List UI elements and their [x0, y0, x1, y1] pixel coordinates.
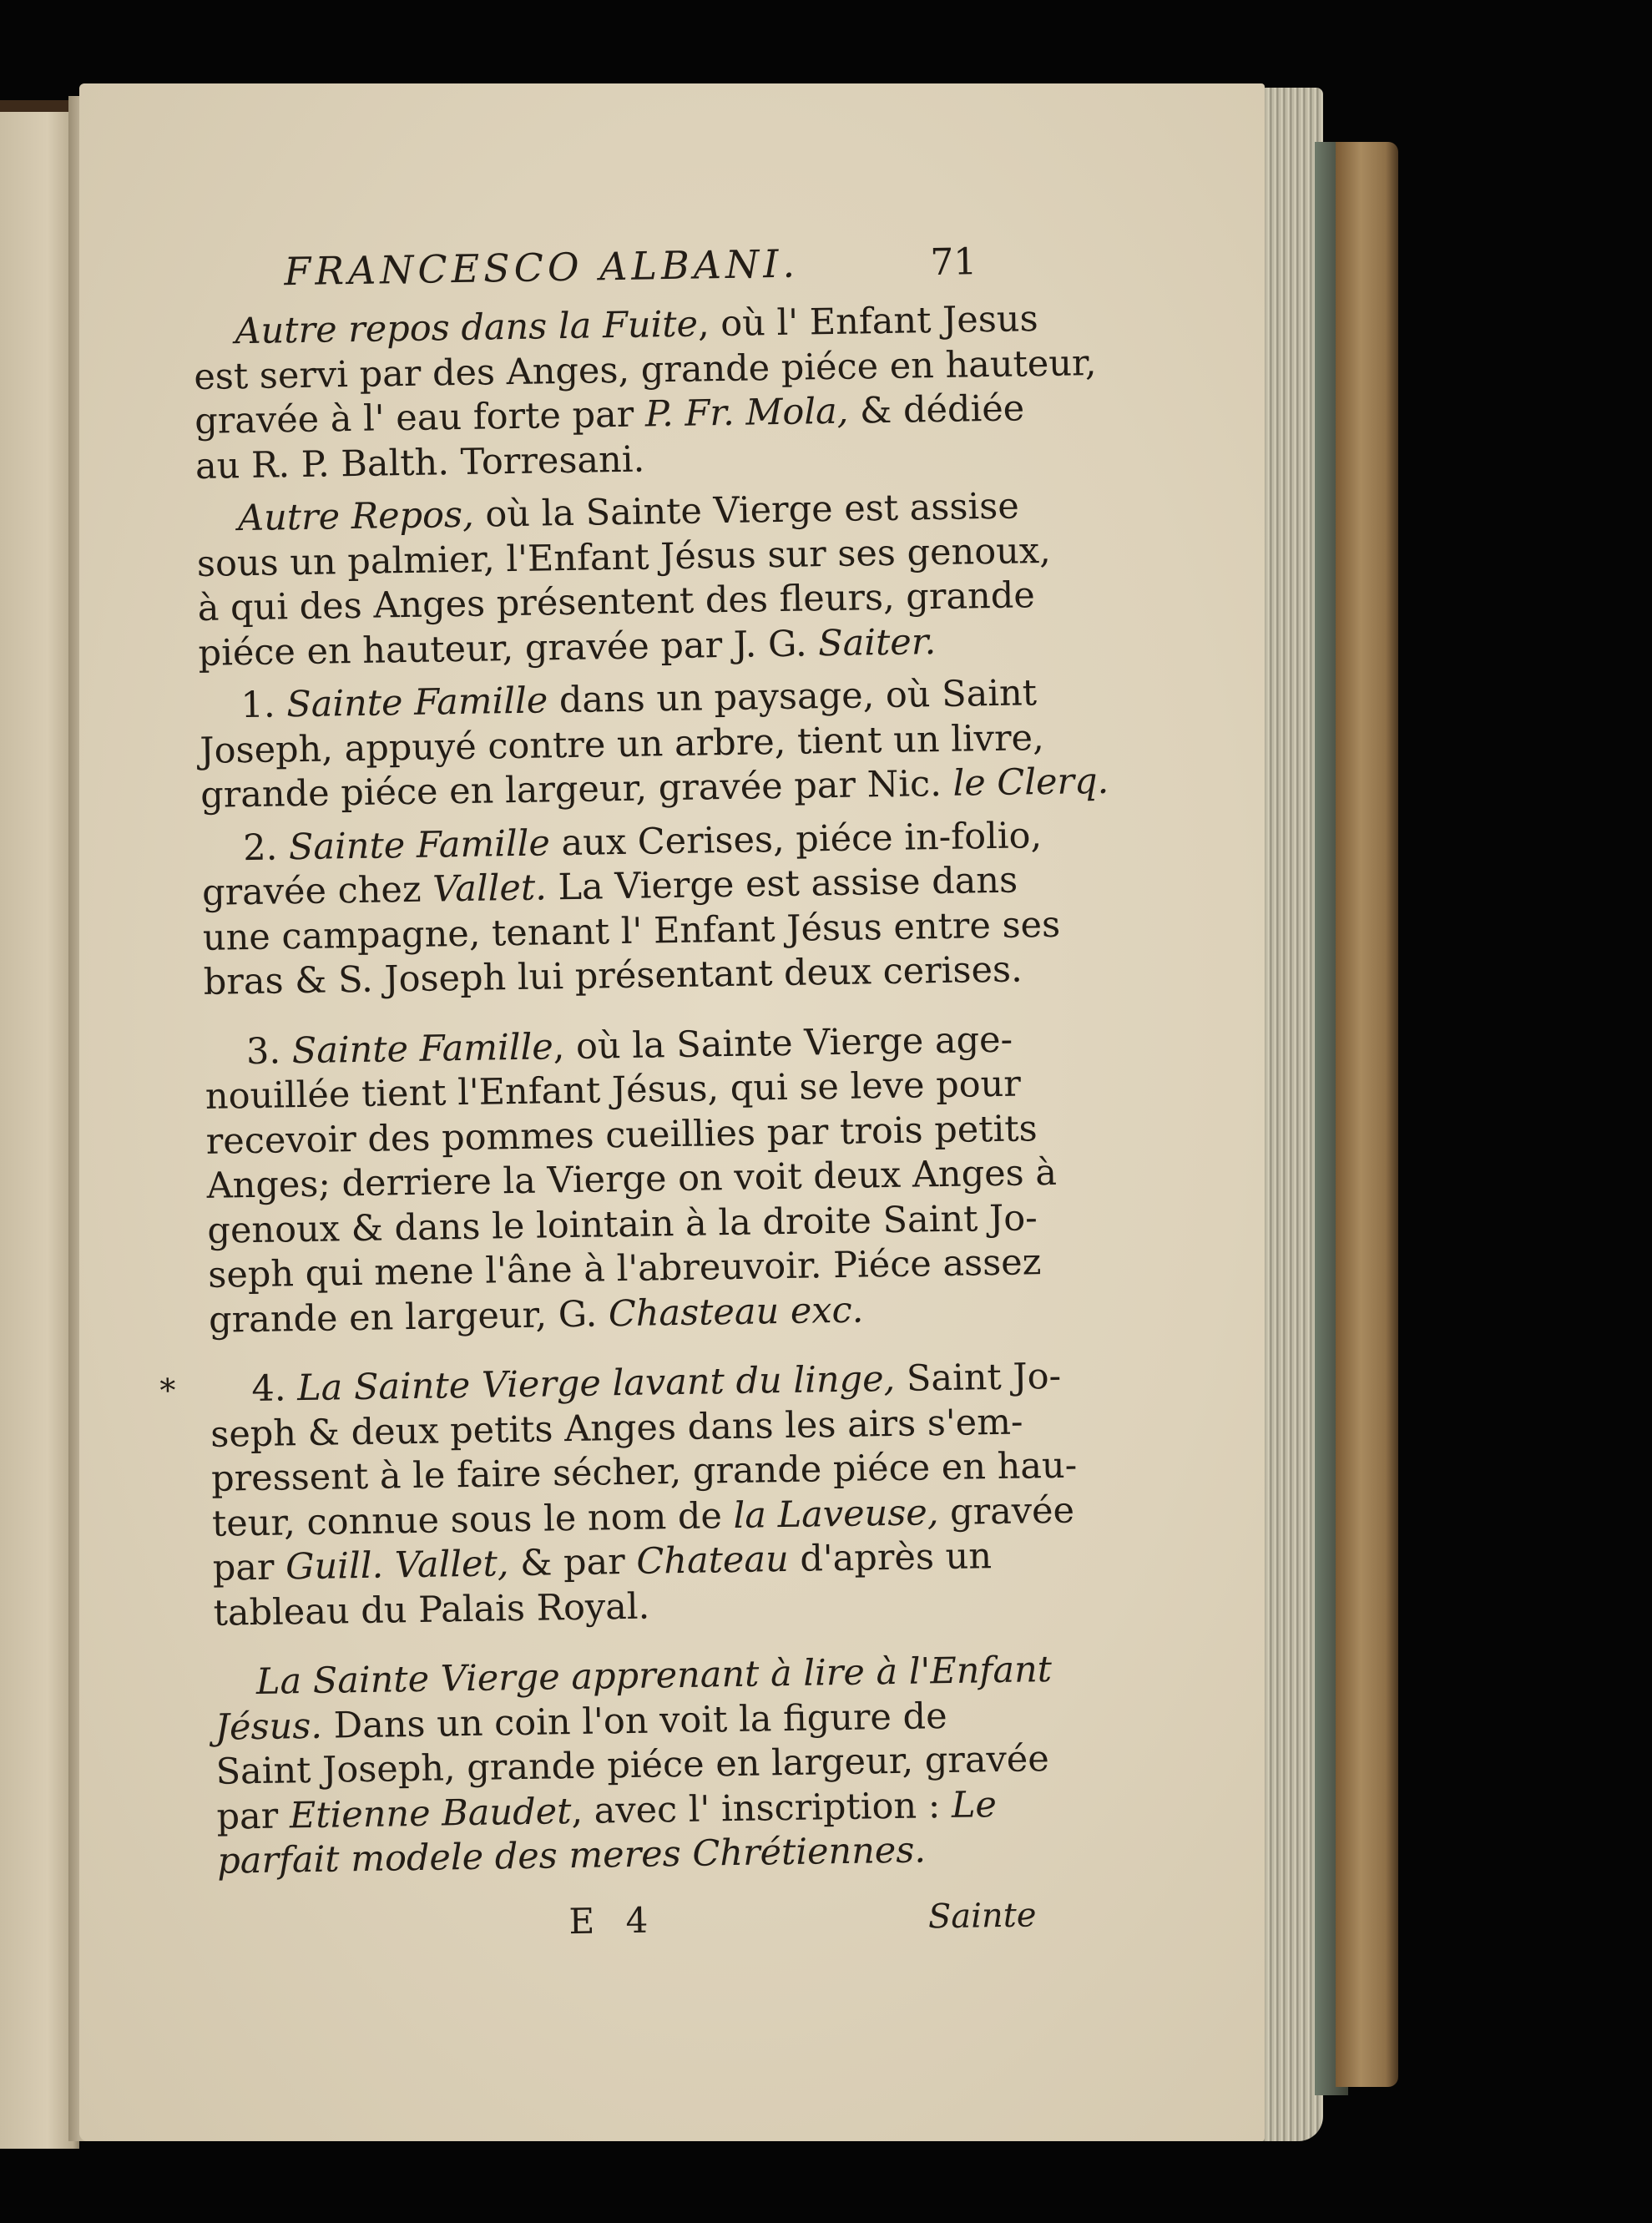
text-line: seph qui mene l'âne à l'abreuvoir. Piéce assez [207, 1241, 1042, 1296]
text-line: nouillée tient l'Enfant Jésus, qui se leve pour [205, 1063, 1022, 1118]
text-line: 4. La Sainte Vierge lavant du linge, Saint Jo- [251, 1355, 1062, 1411]
print-title: la Laveuse, [733, 1491, 939, 1537]
text-line: Saint Joseph, grande piéce en largeur, gravée [215, 1738, 1050, 1793]
text-line: teur, connue sous le nom de la Laveuse, gravée [211, 1489, 1075, 1545]
text-line: sous un palmier, l'Enfant Jésus sur ses genoux, [196, 529, 1052, 585]
engraver-name: Etienne Baudet [289, 1790, 572, 1837]
catalog-entry [205, 1018, 1058, 1343]
engraver-name: P. Fr. Mola, [644, 390, 849, 436]
text-line: Autre repos dans la Fuite, où l' Enfant Jesus [235, 298, 1038, 353]
text-line: Joseph, appuyé contre un arbre, tient un livre, [200, 716, 1045, 772]
signature-mark: E 4 [568, 1898, 659, 1942]
text-line: pressent à le faire sécher, grande piéce en hau- [210, 1444, 1078, 1500]
text-line: genoux & dans le lointain à la droite Saint Jo- [207, 1196, 1038, 1252]
page-text-block [159, 237, 1109, 1947]
text-line: par Etienne Baudet, avec l' inscription : Le [216, 1783, 998, 1838]
text-line: au R. P. Balth. Torresani. [195, 438, 645, 488]
catalog-entry [199, 671, 1109, 818]
catalog-entry [159, 1355, 1078, 1636]
engraver-name: Guill. Vallet, [285, 1543, 509, 1589]
text-line: seph & deux petits Anges dans les airs s'em- [210, 1401, 1023, 1456]
text-line: piéce en hauteur, gravée par J. G. Saiter. [198, 620, 937, 674]
engraver-name: Chasteau exc. [608, 1289, 864, 1335]
text-line: grande en largeur, G. Chasteau exc. [208, 1289, 864, 1341]
text-line: Anges; derriere la Vierge on voit deux Anges à [206, 1151, 1058, 1207]
text-line: gravée chez Vallet. La Vierge est assise dans [201, 859, 1018, 914]
engraver-name: Saiter. [817, 620, 937, 664]
catalog-entry [215, 1648, 1053, 1884]
catalog-entry [193, 297, 1097, 489]
running-title: FRANCESCO ALBANI. [283, 240, 800, 295]
text-line: parfait modele des meres Chrétiennes. [216, 1829, 927, 1882]
text-line: bras & S. Joseph lui présentant deux cerises. [203, 948, 1023, 1003]
page-number: 71 [929, 240, 978, 285]
text-line: est servi par des Anges, grande piéce en hauteur, [193, 341, 1097, 398]
text-line: grande piéce en largeur, gravée par Nic. le Clerq. [200, 760, 1109, 816]
text-line: une campagne, tenant l' Enfant Jésus entre ses [202, 903, 1061, 959]
text-line: par Guill. Vallet, & par Chateau d'après un [212, 1535, 993, 1589]
text-line: 2. Sainte Famille aux Cerises, piéce in-folio, [242, 814, 1043, 869]
text-line: à qui des Anges présentent des fleurs, grande [197, 574, 1036, 629]
text-line: gravée à l' eau forte par P. Fr. Mola, & dédiée [194, 387, 1025, 442]
engraver-name: Vallet. [432, 866, 548, 911]
book-cover-edge [1336, 142, 1398, 2087]
text-line: tableau du Palais Royal. [213, 1585, 650, 1634]
engraver-name: le Clerq. [952, 760, 1109, 805]
text-line: Autre Repos, où la Sainte Vierge est assise [237, 485, 1020, 540]
text-line: 3. Sainte Famille, où la Sainte Vierge age- [245, 1018, 1013, 1073]
text-line: Jésus. Dans un coin l'on voit la figure de [215, 1695, 947, 1749]
text-line: 1. Sainte Famille dans un paysage, où Saint [240, 672, 1038, 727]
catalog-entry [201, 814, 1061, 1006]
text-line: recevoir des pommes cueillies par trois petits [205, 1107, 1038, 1163]
text-line: La Sainte Vierge apprenant à lire à l'Enfant [255, 1649, 1053, 1703]
catalog-entry [196, 484, 1052, 676]
left-page-edge [0, 100, 79, 2149]
asterisk-marker: * [159, 1372, 176, 1409]
catchword: Sainte [927, 1895, 1037, 1936]
engraver-name: Chateau [636, 1538, 790, 1583]
